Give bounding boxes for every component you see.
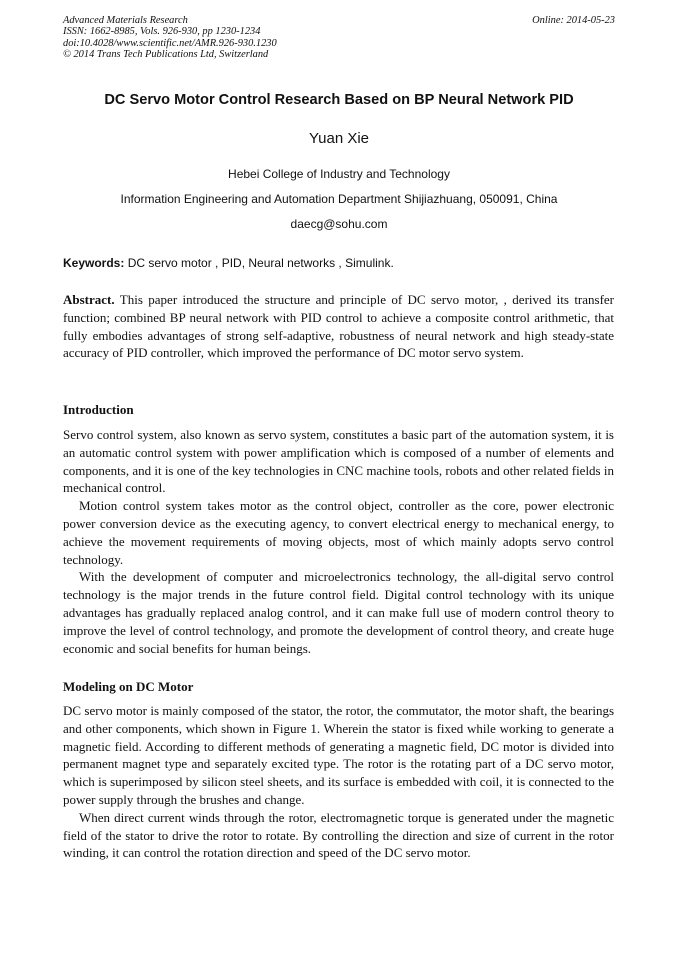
- author-name: Yuan Xie: [308, 130, 370, 147]
- affiliation-department: Information Engineering and Automation Department Shijiazhuang, 050091, China: [120, 192, 558, 206]
- journal-header: [63, 15, 615, 60]
- introduction-body: [63, 426, 614, 657]
- paragraph: DC servo motor is mainly composed of the stator, the rotor, the commutator, the motor shaft, the bearings and other components, which shown in Figure 1. Wherein the stator is fixed while working to generate a magnetic field. According to different methods of generating a magnetic field, DC motor is divided into permanent magnet type and separately excited type. The rotor is the rotating part of a DC servo motor, which is superimposed by silicon steel sheets, and its surface is embedded with coil, it is connected to the power supply through the brushes and change.: [63, 703, 614, 807]
- author-email[interactable]: daecg@sohu.com: [290, 217, 388, 231]
- paragraph: With the development of computer and microelectronics technology, the all-digital servo control technology is the major trends in the future control field. Digital control technology with its unique advantages has gradually replaced analog control, and it can make full use of modern control theory to improve the level of control technology, and promote the development of control theory, and create huge economic and social benefits for human beings.: [63, 569, 614, 656]
- keywords-text: DC servo motor , PID, Neural networks , Simulink.: [127, 256, 394, 270]
- paragraph: Motion control system takes motor as the control object, controller as the core, power electronic power conversion device as the executing agency, to convert electrical energy to mechanical energy, to achieve the movement requirements of moving objects, most of which mainly adopts servo control technology.: [63, 498, 614, 567]
- doi-line[interactable]: doi:10.4028/www.scientific.net/AMR.926-930.1230: [63, 37, 277, 49]
- abstract-label: Abstract.: [63, 292, 115, 307]
- abstract: [63, 291, 614, 362]
- paragraph: Servo control system, also known as servo system, constitutes a basic part of the automation system, it is an automatic control system with power amplification which is composed of a number of elements and components, and it is one of the key technologies in CNC machine tools, robots and other related fields in mechanical control.: [63, 427, 614, 496]
- modeling-body: [63, 702, 614, 862]
- keywords: [63, 256, 615, 270]
- paragraph: When direct current winds through the rotor, electromagnetic torque is generated under the magnetic field of the stator to drive the rotor to rotate. By controlling the direction and size of current in the rotor winding, it can control the rotation direction and speed of the DC servo motor.: [63, 809, 614, 861]
- abstract-text: This paper introduced the structure and principle of DC servo motor, , derived its transfer function; combined BP neural network with PID control to achieve a composite control arithmetic, that fully embodies advantages of strong self-adaptive, robustness of neural network and high steady-state accuracy of PID controller, which improved the performance of DC motor servo system.: [63, 292, 615, 361]
- keywords-label: Keywords:: [63, 256, 125, 270]
- section-heading-introduction: Introduction: [63, 402, 134, 417]
- online-date: Online: 2014-05-23: [532, 15, 615, 26]
- copyright-line: © 2014 Trans Tech Publications Ltd, Switzerland: [63, 48, 269, 60]
- affiliation-college: Hebei College of Industry and Technology: [228, 167, 450, 181]
- journal-name: Advanced Materials Research: [63, 15, 188, 26]
- issn-line: ISSN: 1662-8985, Vols. 926-930, pp 1230-1234: [63, 26, 261, 38]
- paper-title: DC Servo Motor Control Research Based on BP Neural Network PID: [104, 92, 574, 108]
- section-heading-modeling: Modeling on DC Motor: [63, 679, 194, 694]
